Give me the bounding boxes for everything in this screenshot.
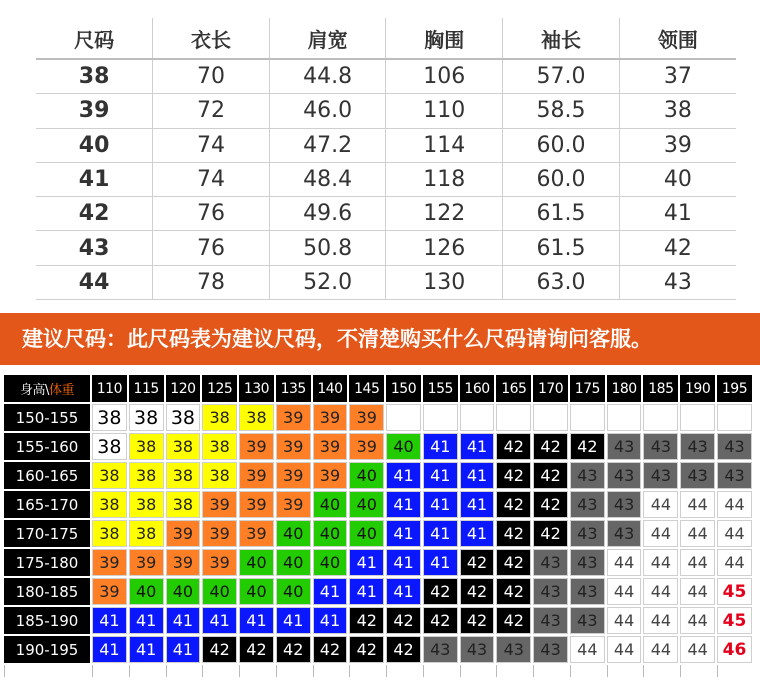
size-recommendation-cell: 39 [239, 491, 274, 518]
size-recommendation-cell: 40 [313, 520, 348, 547]
size-recommendation-cell: 41 [386, 520, 421, 547]
grid-corner-label [4, 375, 90, 402]
grid-tail-cell [643, 665, 678, 677]
size-recommendation-cell: 44 [607, 578, 642, 605]
measure-cell: 37 [619, 59, 736, 94]
weight-header-row [4, 375, 752, 402]
size-recommendation-cell: 41 [166, 607, 201, 634]
size-recommendation-cell: 44 [680, 491, 715, 518]
size-recommendation-cell: 38 [129, 520, 164, 547]
size-recommendation-cell: 41 [166, 636, 201, 663]
size-recommendation-cell: 39 [313, 404, 348, 431]
weight-header: 115 [129, 375, 164, 402]
grid-tail-cell [313, 665, 348, 677]
size-recommendation-cell: 40 [276, 549, 311, 576]
size-recommendation-cell [643, 404, 678, 431]
size-recommendation-cell: 38 [129, 433, 164, 460]
weight-header: 145 [349, 375, 384, 402]
size-recommendation-cell: 38 [92, 520, 127, 547]
size-recommendation-cell: 41 [92, 607, 127, 634]
measure-cell: 41 [619, 197, 736, 231]
height-row [4, 433, 752, 460]
measure-cell: 40 [619, 162, 736, 196]
size-recommendation-cell: 41 [386, 491, 421, 518]
measure-cell: 48.4 [269, 162, 386, 196]
size-recommendation-cell: 43 [570, 491, 605, 518]
size-recommendation-cell: 38 [202, 462, 237, 489]
size-recommendation-cell: 39 [276, 491, 311, 518]
height-label: 185-190 [4, 607, 90, 634]
size-recommendation-cell: 41 [386, 578, 421, 605]
size-recommendation-cell: 43 [607, 433, 642, 460]
grid-tail-cell [202, 665, 237, 677]
size-recommendation-cell: 41 [460, 462, 495, 489]
size-measurement-table [36, 18, 736, 300]
size-recommendation-cell [680, 404, 715, 431]
measure-cell: 58.5 [503, 94, 620, 128]
size-recommendation-cell: 39 [92, 549, 127, 576]
size-recommendation-cell: 38 [202, 433, 237, 460]
size-recommendation-grid [2, 373, 754, 679]
weight-header: 190 [680, 375, 715, 402]
size-recommendation-cell: 42 [386, 636, 421, 663]
size-recommendation-cell: 41 [92, 636, 127, 663]
measure-cell: 57.0 [503, 59, 620, 94]
size-recommendation-cell: 40 [239, 549, 274, 576]
size-recommendation-cell: 44 [570, 636, 605, 663]
size-recommendation-cell: 41 [202, 607, 237, 634]
size-recommendation-cell: 43 [460, 636, 495, 663]
size-recommendation-cell [460, 404, 495, 431]
size-recommendation-cell [717, 404, 752, 431]
height-row [4, 520, 752, 547]
measure-cell: 42 [619, 231, 736, 265]
size-recommendation-cell: 43 [533, 636, 568, 663]
size-recommendation-cell: 38 [92, 462, 127, 489]
size-recommendation-cell [423, 404, 458, 431]
grid-tail-cell [386, 665, 421, 677]
height-row [4, 462, 752, 489]
height-label: 150-155 [4, 404, 90, 431]
size-recommendation-cell: 40 [313, 549, 348, 576]
measure-cell: 74 [153, 128, 270, 162]
measure-cell: 63.0 [503, 265, 620, 299]
size-recommendation-cell: 39 [202, 549, 237, 576]
size-recommendation-cell: 40 [276, 578, 311, 605]
size-recommendation-cell: 44 [680, 549, 715, 576]
size-recommendation-cell: 39 [92, 578, 127, 605]
height-label: 160-165 [4, 462, 90, 489]
weight-header: 155 [423, 375, 458, 402]
size-recommendation-cell: 41 [313, 578, 348, 605]
height-row [4, 607, 752, 634]
grid-tail-cell [276, 665, 311, 677]
size-recommendation-cell: 38 [129, 404, 164, 431]
size-recommendation-cell: 42 [239, 636, 274, 663]
size-recommendation-cell: 41 [460, 433, 495, 460]
measure-cell: 38 [619, 94, 736, 128]
size-recommendation-cell: 43 [570, 462, 605, 489]
size-recommendation-cell: 42 [533, 462, 568, 489]
weight-header: 110 [92, 375, 127, 402]
measure-cell: 61.5 [503, 197, 620, 231]
size-recommendation-cell: 38 [92, 491, 127, 518]
size-recommendation-cell: 41 [349, 549, 384, 576]
measure-cell: 46.0 [269, 94, 386, 128]
size-recommendation-cell: 42 [496, 520, 531, 547]
size-recommendation-cell: 39 [202, 520, 237, 547]
recommendation-banner [0, 313, 760, 365]
size-recommendation-cell: 42 [460, 607, 495, 634]
size-recommendation-cell: 39 [239, 433, 274, 460]
grid-tail-cell [607, 665, 642, 677]
size-recommendation-cell: 40 [313, 491, 348, 518]
size-recommendation-cell: 42 [496, 578, 531, 605]
weight-header: 160 [460, 375, 495, 402]
size-recommendation-cell: 43 [570, 520, 605, 547]
measure-cell: 52.0 [269, 265, 386, 299]
banner-lead: 建议尺码： [22, 327, 127, 351]
size-recommendation-cell: 43 [533, 578, 568, 605]
height-row [4, 549, 752, 576]
measure-cell: 44.8 [269, 59, 386, 94]
measure-header-row [36, 18, 736, 59]
size-recommendation-cell: 42 [349, 607, 384, 634]
size-recommendation-cell: 43 [533, 549, 568, 576]
size-recommendation-cell: 42 [533, 433, 568, 460]
weight-header: 150 [386, 375, 421, 402]
size-recommendation-cell: 38 [166, 404, 201, 431]
size-recommendation-cell: 44 [643, 549, 678, 576]
height-label: 180-185 [4, 578, 90, 605]
height-row [4, 636, 752, 663]
size-recommendation-cell: 41 [423, 549, 458, 576]
size-recommendation-cell: 43 [423, 636, 458, 663]
measure-cell: 60.0 [503, 162, 620, 196]
weight-header: 175 [570, 375, 605, 402]
size-recommendation-cell: 38 [166, 462, 201, 489]
measure-cell: 110 [386, 94, 503, 128]
size-recommendation-cell: 44 [643, 607, 678, 634]
size-recommendation-cell: 41 [460, 520, 495, 547]
size-recommendation-cell [533, 404, 568, 431]
measure-cell: 39 [619, 128, 736, 162]
size-recommendation-cell: 44 [607, 607, 642, 634]
measure-row [36, 59, 736, 94]
measure-cell: 43 [619, 265, 736, 299]
size-recommendation-cell: 44 [717, 549, 752, 576]
size-recommendation-cell: 41 [386, 462, 421, 489]
size-recommendation-cell: 38 [129, 462, 164, 489]
grid-tail-cell [349, 665, 384, 677]
size-recommendation-cell [607, 404, 642, 431]
size-recommendation-cell: 42 [276, 636, 311, 663]
header-size: 尺码 [36, 18, 153, 59]
size-recommendation-cell: 40 [129, 578, 164, 605]
size-recommendation-cell: 43 [570, 549, 605, 576]
size-recommendation-cell: 41 [349, 578, 384, 605]
size-recommendation-cell: 38 [92, 433, 127, 460]
size-recommendation-cell: 41 [423, 433, 458, 460]
size-recommendation-cell: 44 [680, 578, 715, 605]
weight-header: 120 [166, 375, 201, 402]
size-recommendation-cell: 40 [349, 520, 384, 547]
size-recommendation-cell: 43 [643, 462, 678, 489]
size-recommendation-cell: 41 [423, 520, 458, 547]
size-recommendation-cell: 45 [717, 578, 752, 605]
size-recommendation-cell: 40 [386, 433, 421, 460]
grid-tail-cell [92, 665, 127, 677]
grid-tail-cell [570, 665, 605, 677]
weight-header: 130 [239, 375, 274, 402]
measure-cell: 72 [153, 94, 270, 128]
size-recommendation-cell: 42 [423, 578, 458, 605]
size-recommendation-cell: 42 [496, 462, 531, 489]
size-recommendation-cell: 41 [239, 607, 274, 634]
header-length: 衣长 [153, 18, 270, 59]
size-recommendation-cell: 41 [386, 549, 421, 576]
size-recommendation-cell: 43 [680, 433, 715, 460]
size-recommendation-cell: 39 [166, 520, 201, 547]
measure-cell: 78 [153, 265, 270, 299]
grid-tail-cell [423, 665, 458, 677]
weight-header: 180 [607, 375, 642, 402]
measure-cell: 61.5 [503, 231, 620, 265]
size-recommendation-cell: 44 [643, 578, 678, 605]
size-cell: 39 [36, 94, 153, 128]
height-row [4, 404, 752, 431]
measure-cell: 118 [386, 162, 503, 196]
size-recommendation-cell [386, 404, 421, 431]
weight-header: 165 [496, 375, 531, 402]
size-recommendation-cell: 39 [349, 433, 384, 460]
size-recommendation-cell: 38 [166, 433, 201, 460]
weight-header: 185 [643, 375, 678, 402]
grid-tail-cell [166, 665, 201, 677]
size-recommendation-cell: 43 [680, 462, 715, 489]
size-recommendation-cell: 43 [643, 433, 678, 460]
size-recommendation-cell: 44 [680, 636, 715, 663]
grid-tail-cell [4, 665, 90, 677]
size-recommendation-cell: 39 [166, 549, 201, 576]
measure-cell: 74 [153, 162, 270, 196]
size-recommendation-cell: 40 [276, 520, 311, 547]
size-recommendation-cell: 43 [717, 462, 752, 489]
size-recommendation-cell: 42 [496, 607, 531, 634]
size-recommendation-cell: 42 [386, 607, 421, 634]
measure-cell: 70 [153, 59, 270, 94]
size-recommendation-cell: 41 [423, 491, 458, 518]
grid-tail-cell [496, 665, 531, 677]
size-recommendation-cell: 44 [717, 491, 752, 518]
grid-tail-cell [239, 665, 274, 677]
size-recommendation-cell: 42 [533, 520, 568, 547]
size-recommendation-cell: 44 [643, 636, 678, 663]
size-recommendation-cell: 40 [349, 462, 384, 489]
size-recommendation-cell: 46 [717, 636, 752, 663]
header-shoulder: 肩宽 [269, 18, 386, 59]
size-cell: 40 [36, 128, 153, 162]
size-recommendation-cell: 41 [276, 607, 311, 634]
measure-cell: 114 [386, 128, 503, 162]
size-recommendation-cell: 41 [129, 607, 164, 634]
weight-header: 125 [202, 375, 237, 402]
size-recommendation-cell: 38 [129, 491, 164, 518]
size-recommendation-cell: 43 [570, 578, 605, 605]
size-recommendation-cell: 43 [717, 433, 752, 460]
size-recommendation-cell: 41 [423, 462, 458, 489]
size-recommendation-cell: 39 [276, 404, 311, 431]
header-sleeve: 袖长 [503, 18, 620, 59]
size-recommendation-cell: 39 [276, 433, 311, 460]
size-recommendation-cell: 44 [717, 520, 752, 547]
size-recommendation-cell: 42 [460, 549, 495, 576]
measure-cell: 126 [386, 231, 503, 265]
measure-cell: 49.6 [269, 197, 386, 231]
size-recommendation-cell: 41 [460, 491, 495, 518]
size-recommendation-cell: 42 [533, 491, 568, 518]
header-chest: 胸围 [386, 18, 503, 59]
height-label: 170-175 [4, 520, 90, 547]
size-recommendation-cell: 39 [276, 462, 311, 489]
size-recommendation-cell: 38 [239, 404, 274, 431]
size-recommendation-cell: 42 [570, 433, 605, 460]
size-recommendation-cell: 39 [202, 491, 237, 518]
measure-cell: 130 [386, 265, 503, 299]
grid-tail-cell [533, 665, 568, 677]
size-recommendation-cell: 42 [202, 636, 237, 663]
size-recommendation-cell: 43 [607, 520, 642, 547]
size-recommendation-cell: 43 [533, 607, 568, 634]
height-label: 175-180 [4, 549, 90, 576]
size-recommendation-cell: 40 [239, 578, 274, 605]
size-recommendation-cell: 44 [607, 636, 642, 663]
measure-cell: 76 [153, 231, 270, 265]
measure-cell: 50.8 [269, 231, 386, 265]
height-label: 165-170 [4, 491, 90, 518]
size-recommendation-cell [570, 404, 605, 431]
measure-row [36, 197, 736, 231]
size-recommendation-cell: 38 [166, 491, 201, 518]
size-recommendation-cell: 41 [313, 607, 348, 634]
weight-header: 140 [313, 375, 348, 402]
size-cell: 42 [36, 197, 153, 231]
size-recommendation-cell: 39 [129, 549, 164, 576]
size-recommendation-cell [496, 404, 531, 431]
size-recommendation-cell: 44 [607, 549, 642, 576]
size-recommendation-cell: 42 [496, 549, 531, 576]
measure-cell: 106 [386, 59, 503, 94]
size-recommendation-cell: 39 [239, 520, 274, 547]
height-row [4, 578, 752, 605]
size-recommendation-cell: 43 [607, 491, 642, 518]
size-recommendation-cell: 42 [313, 636, 348, 663]
size-recommendation-cell: 40 [349, 491, 384, 518]
weight-header: 135 [276, 375, 311, 402]
size-recommendation-cell: 42 [496, 433, 531, 460]
corner-weight-label: 体重 [48, 383, 74, 398]
measure-cell: 47.2 [269, 128, 386, 162]
measure-cell: 122 [386, 197, 503, 231]
corner-height-label: 身高\ [20, 383, 49, 398]
size-recommendation-cell: 44 [643, 520, 678, 547]
measure-row [36, 94, 736, 128]
size-recommendation-cell: 44 [643, 491, 678, 518]
measure-cell: 60.0 [503, 128, 620, 162]
size-recommendation-cell: 39 [239, 462, 274, 489]
grid-tail-row [4, 665, 752, 677]
weight-header: 195 [717, 375, 752, 402]
height-label: 190-195 [4, 636, 90, 663]
size-recommendation-cell: 42 [423, 607, 458, 634]
grid-tail-cell [129, 665, 164, 677]
size-recommendation-cell: 44 [680, 520, 715, 547]
size-recommendation-cell: 38 [202, 404, 237, 431]
measure-row [36, 162, 736, 196]
size-recommendation-cell: 38 [92, 404, 127, 431]
size-recommendation-cell: 39 [313, 462, 348, 489]
weight-header: 170 [533, 375, 568, 402]
height-label: 155-160 [4, 433, 90, 460]
size-recommendation-cell: 40 [202, 578, 237, 605]
header-collar: 领围 [619, 18, 736, 59]
measure-row [36, 231, 736, 265]
size-recommendation-cell: 45 [717, 607, 752, 634]
size-cell: 43 [36, 231, 153, 265]
size-recommendation-cell: 42 [460, 578, 495, 605]
size-recommendation-cell: 42 [349, 636, 384, 663]
measure-row [36, 128, 736, 162]
banner-text: 此尺码表为建议尺码，不清楚购买什么尺码请询问客服。 [127, 327, 652, 351]
measure-cell: 76 [153, 197, 270, 231]
size-recommendation-cell: 40 [166, 578, 201, 605]
size-recommendation-cell: 41 [129, 636, 164, 663]
size-recommendation-cell: 44 [680, 607, 715, 634]
grid-tail-cell [717, 665, 752, 677]
measure-row [36, 265, 736, 299]
size-recommendation-cell: 43 [607, 462, 642, 489]
size-cell: 41 [36, 162, 153, 196]
size-recommendation-cell: 39 [313, 433, 348, 460]
height-row [4, 491, 752, 518]
grid-tail-cell [680, 665, 715, 677]
size-recommendation-cell: 43 [570, 607, 605, 634]
size-cell: 38 [36, 59, 153, 94]
size-recommendation-cell: 43 [496, 636, 531, 663]
size-recommendation-cell: 39 [349, 404, 384, 431]
grid-tail-cell [460, 665, 495, 677]
size-recommendation-cell: 42 [496, 491, 531, 518]
size-cell: 44 [36, 265, 153, 299]
